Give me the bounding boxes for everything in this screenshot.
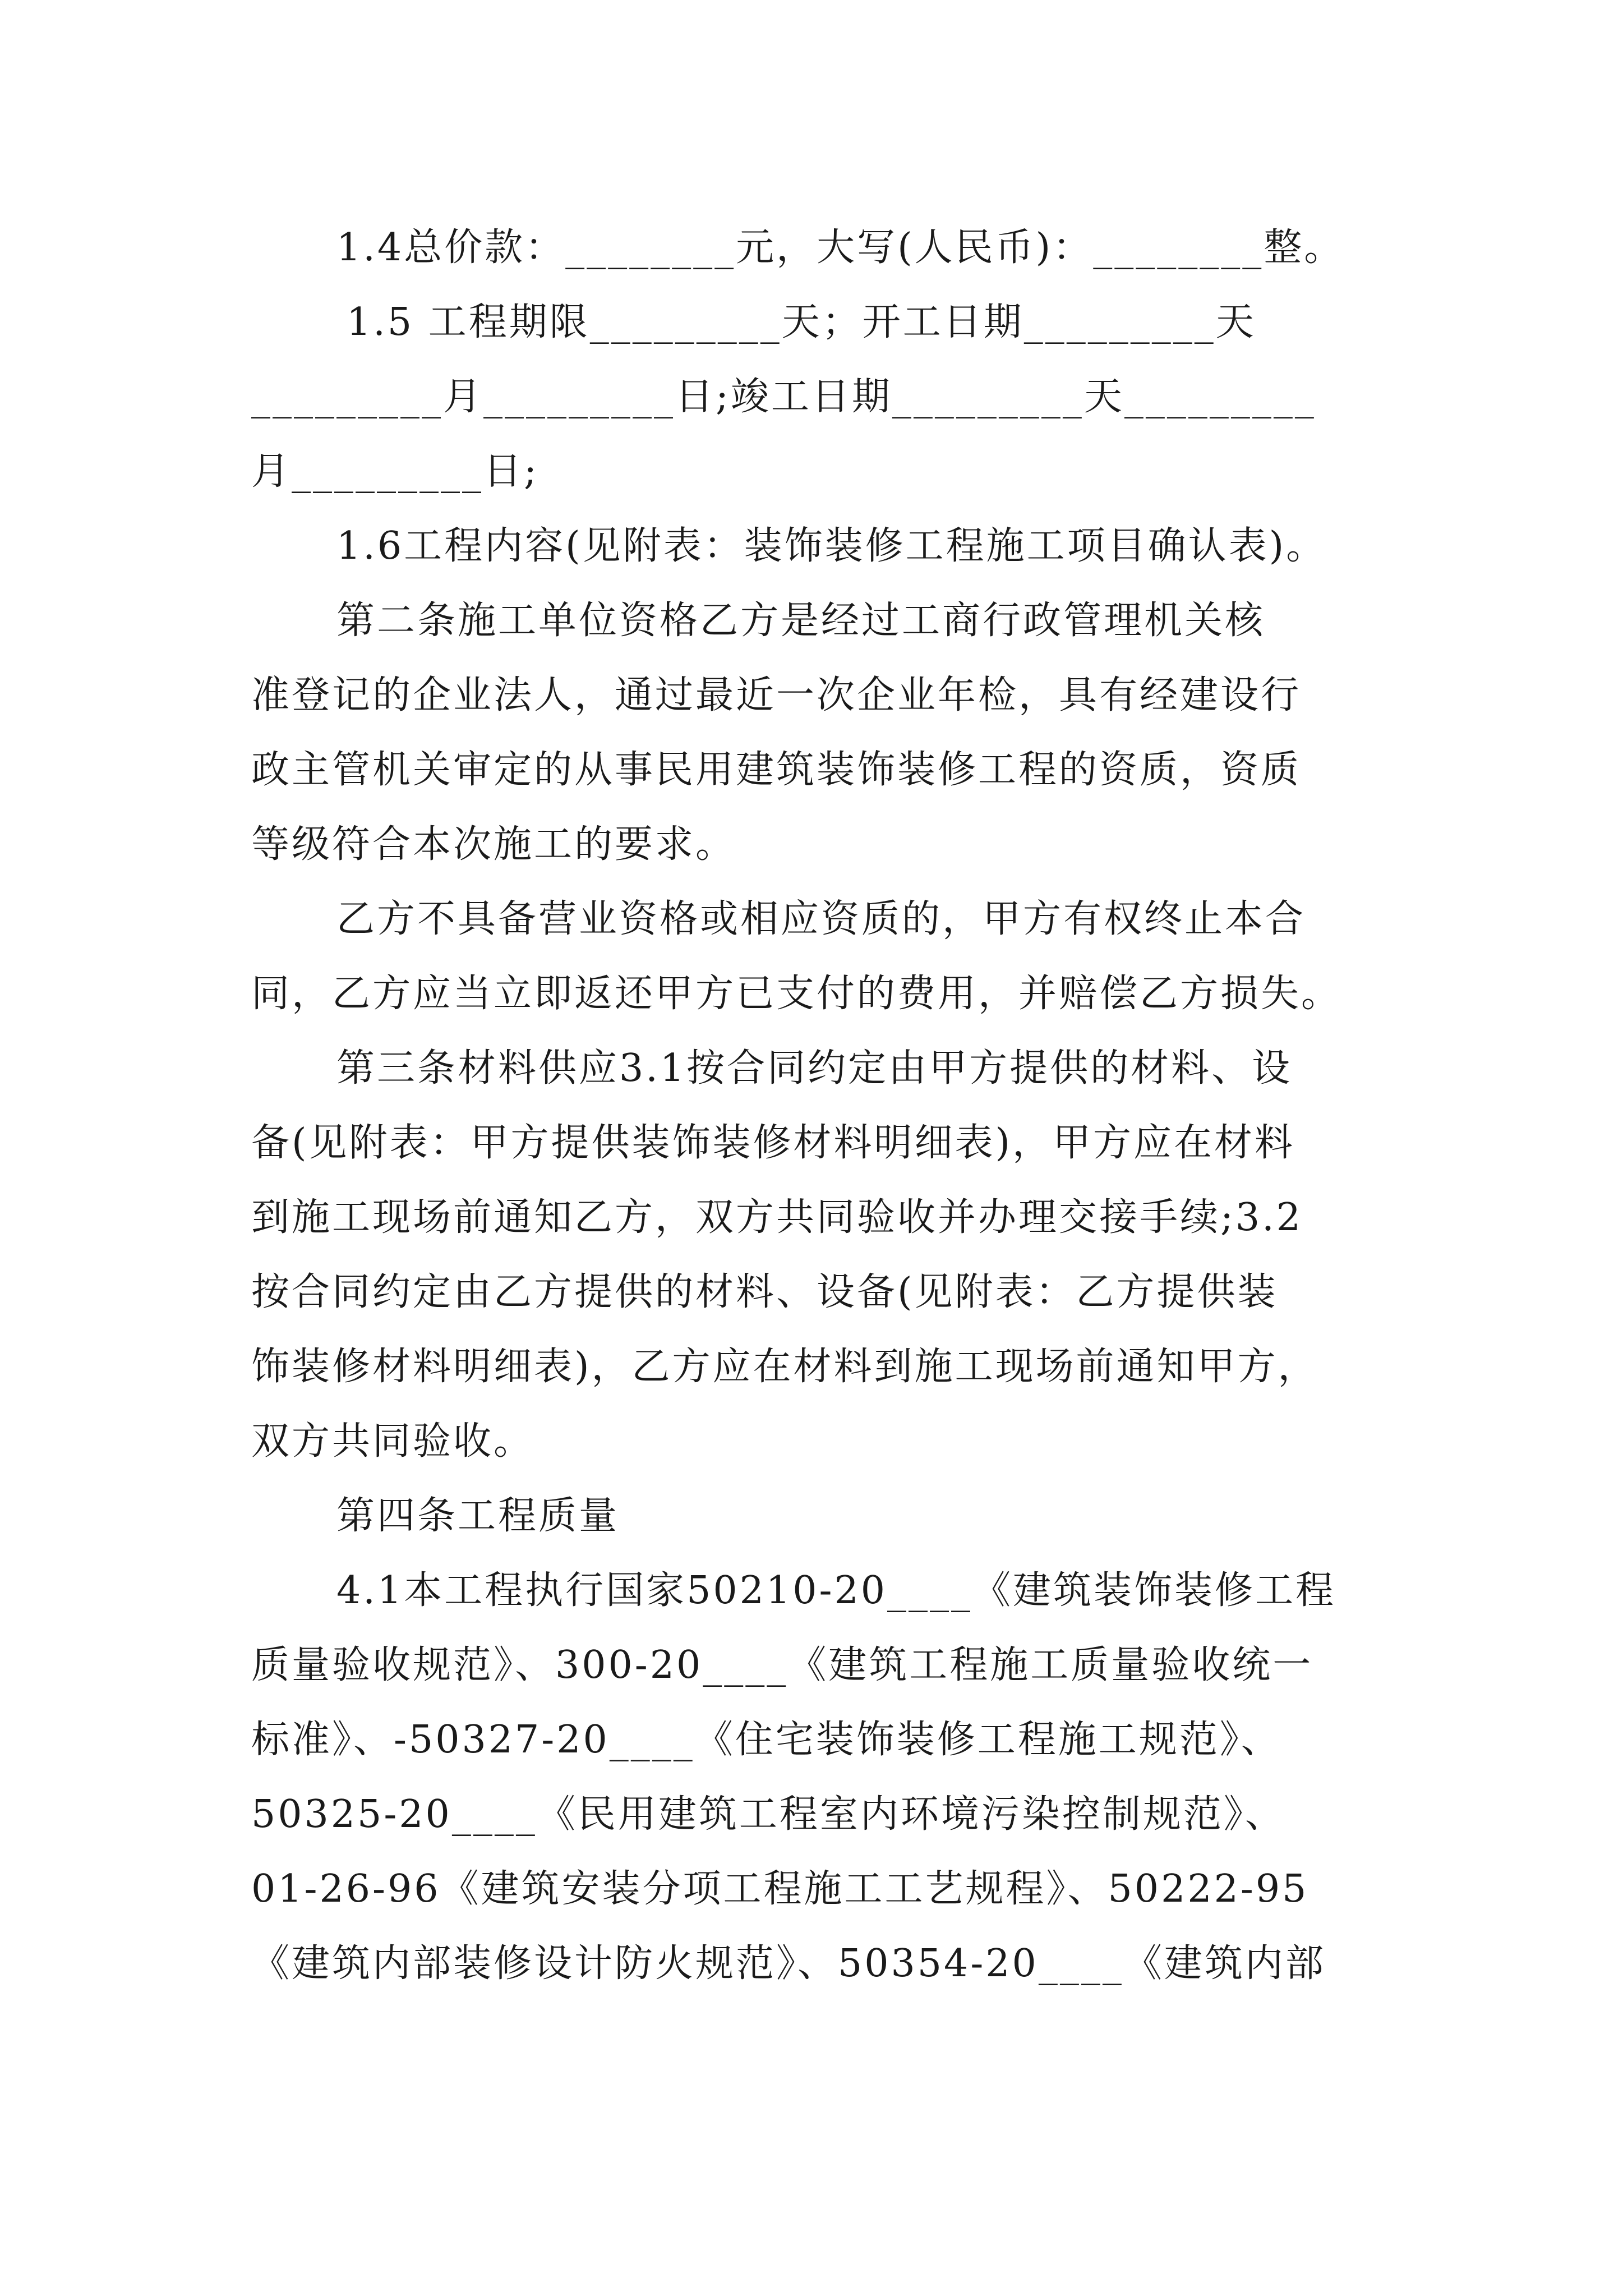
article-2-line-4: 等级符合本次施工的要求。 (251, 822, 736, 867)
article-2-line-3: 政主管机关审定的从事民用建筑装饰装修工程的资质，资质 (251, 748, 1302, 792)
article-3-line-5: 饰装修材料明细表)，乙方应在材料到施工现场前通知甲方， (251, 1345, 1318, 1389)
article-2-para-2-line-1: 乙方不具备营业资格或相应资质的，甲方有权终止本合 (336, 897, 1306, 941)
article-3-line-4: 按合同约定由乙方提供的材料、设备(见附表：乙方提供装 (251, 1270, 1278, 1314)
clause-4-1-line-6: 《建筑内部装修设计防火规范》、50354-20____《建筑内部 (251, 1941, 1326, 1986)
article-3-line-3: 到施工现场前通知乙方，双方共同验收并办理交接手续;3.2 (251, 1195, 1303, 1240)
article-2-line-2: 准登记的企业法人，通过最近一次企业年检，具有经建设行 (251, 673, 1302, 717)
article-3-line-6: 双方共同验收。 (251, 1419, 534, 1464)
clause-4-1-line-5: 01-26-96《建筑安装分项工程施工工艺规程》、50222-95 (251, 1867, 1309, 1911)
clause-1-6-content: 1.6工程内容(见附表：装饰装修工程施工项目确认表)。 (336, 524, 1327, 568)
article-2-para-2-line-2: 同，乙方应当立即返还甲方已支付的费用，并赔偿乙方损失。 (251, 972, 1342, 1016)
clause-1-5-dates: _________月_________日;竣工日期_________天_________ (251, 375, 1316, 419)
clause-4-1-line-3: 标准》、-50327-20____《住宅装饰装修工程施工规范》、 (251, 1718, 1281, 1762)
article-4-heading: 第四条工程质量 (336, 1494, 620, 1538)
article-2-line-1: 第二条施工单位资格乙方是经过工商行政管理机关核 (336, 599, 1266, 643)
clause-4-1-line-4: 50325-20____《民用建筑工程室内环境污染控制规范》、 (251, 1792, 1285, 1837)
clause-1-5-duration: 1.5 工程期限_________天；开工日期_________天 (347, 300, 1256, 344)
clause-1-4-total-price: 1.4总价款：________元，大写(人民币)：________整。 (336, 226, 1345, 270)
clause-4-1-line-1: 4.1本工程执行国家50210-20____《建筑装饰装修工程 (336, 1568, 1336, 1613)
document-body (251, 210, 1391, 2001)
article-3-line-1: 第三条材料供应3.1按合同约定由甲方提供的材料、设 (336, 1046, 1293, 1091)
clause-4-1-line-2: 质量验收规范》、300-20____《建筑工程施工质量验收统一 (251, 1643, 1313, 1687)
clause-1-5-end: 月_________日; (251, 449, 539, 494)
article-3-line-2: 备(见附表：甲方提供装饰装修材料明细表)，甲方应在材料 (251, 1121, 1295, 1165)
